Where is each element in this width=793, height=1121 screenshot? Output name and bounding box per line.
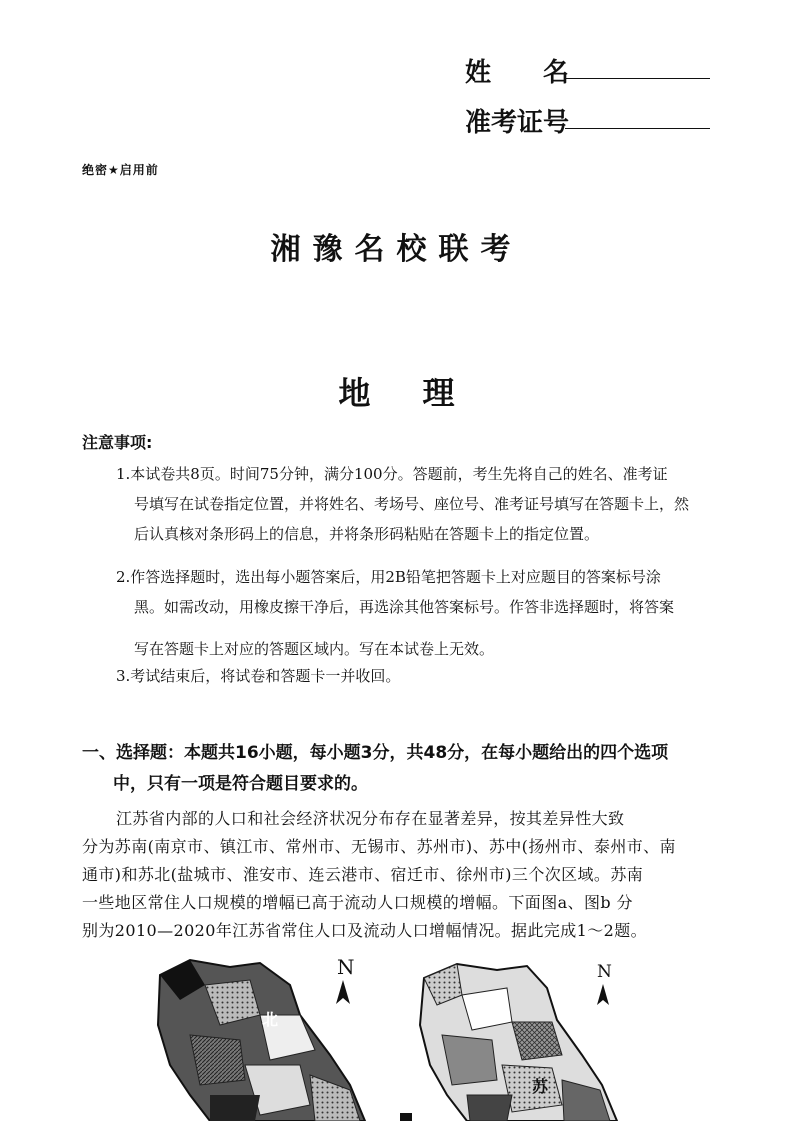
north-arrow-icon — [596, 984, 610, 1008]
map-region — [442, 1035, 497, 1085]
section-heading-cont: 中，只有一项是符合题目要求的。 — [113, 774, 368, 794]
notice-line: 2.作答选择题时，选出每小题答案后，用2B铅笔把答题卡上对应题目的答案标号涂 — [116, 568, 661, 586]
map-region — [467, 1095, 512, 1121]
notice-line: 后认真核对条形码上的信息，并将条形码粘贴在答题卡上的指定位置。 — [134, 525, 600, 543]
notice-heading: 注意事项: — [82, 433, 153, 452]
notice-line: 3.考试结束后，将试卷和答题卡一并收回。 — [116, 667, 401, 685]
subject-char-1: 地 — [338, 374, 371, 412]
name-fill-line — [565, 78, 710, 79]
notice-line: 黑。如需改动，用橡皮擦干净后，再选涂其他答案标号。作答非选择题时，将答案 — [134, 598, 675, 616]
exam-id-fill-line — [565, 128, 710, 129]
question-paragraph-line: 别为2010—2020年江苏省常住人口及流动人口增幅情况。据此完成1～2题。 — [82, 921, 647, 940]
confidential-mark: 绝密★启用前 — [82, 163, 159, 177]
exam-id-label: 准考证号 — [465, 108, 570, 138]
map-figure-a — [150, 955, 390, 1121]
north-label-a: N — [337, 955, 355, 979]
question-paragraph-line: 江苏省内部的人口和社会经济状况分布存在显著差异，按其差异性大致 — [116, 809, 625, 828]
map-region — [210, 1095, 260, 1121]
notice-line: 写在答题卡上对应的答题区域内。写在本试卷上无效。 — [134, 640, 495, 658]
question-paragraph-line: 分为苏南(南京市、镇江市、常州市、无锡市、苏州市)、苏中(扬州市、泰州市、南 — [82, 837, 676, 856]
north-label-b: N — [597, 962, 612, 982]
north-arrow-icon — [335, 980, 351, 1008]
subject-char-2: 理 — [422, 374, 455, 412]
notice-line: 号填写在试卷指定位置，并将姓名、考场号、座位号、准考证号填写在答题卡上，然 — [134, 495, 690, 513]
notice-line: 1.本试卷共8页。时间75分钟，满分100分。答题前，考生先将自己的姓名、准考证 — [116, 465, 668, 483]
map-a-label: 北 — [262, 1010, 279, 1029]
subject-title — [0, 368, 793, 414]
question-paragraph-line: 一些地区常住人口规模的增幅已高于流动人口规模的增幅。下面图a、图b 分 — [82, 893, 633, 912]
figure-separator-mark — [400, 1113, 412, 1121]
map-region — [190, 1035, 245, 1085]
question-paragraph-line: 通市)和苏北(盐城市、淮安市、连云港市、宿迁市、徐州市)三个次区域。苏南 — [82, 865, 644, 884]
section-heading: 一、选择题：本题共16小题，每小题3分，共48分，在每小题给出的四个选项 — [82, 743, 669, 763]
map-b-label: 苏 — [532, 1077, 549, 1096]
exam-title: 湘豫名校联考 — [270, 232, 523, 267]
name-label: 姓 名 — [465, 58, 570, 88]
